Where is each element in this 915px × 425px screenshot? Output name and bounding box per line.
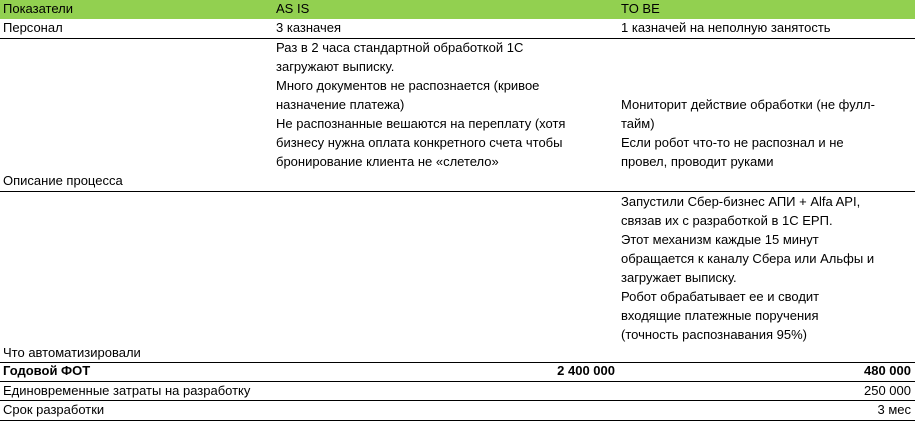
process-label: Описание процесса: [3, 173, 123, 188]
process-as-is-line: загружают выписку.: [276, 59, 395, 74]
process-to-be-line: Если робот что-то не распознал и не: [621, 135, 844, 150]
header-indicators: Показатели: [3, 1, 73, 16]
payroll-to-be: 480 000: [864, 363, 911, 378]
process-as-is-line: назначение платежа): [276, 97, 405, 112]
process-as-is-line: Много документов не распознается (кривое: [276, 78, 540, 93]
personnel-label: Персонал: [3, 20, 63, 35]
automated-to-be-line: обращается к каналу Сбера или Альфы и: [621, 251, 875, 266]
automated-to-be-line: Запустили Сбер-бизнес АПИ + Alfa API,: [621, 194, 861, 209]
personnel-to-be: 1 казначей на неполную занятость: [621, 20, 831, 35]
header-as-is: AS IS: [276, 1, 310, 16]
process-as-is-line: бронирование клиента не «слетело»: [276, 154, 499, 169]
process-to-be-line: Мониторит действие обработки (не фулл-: [621, 97, 875, 112]
process-to-be-line: тайм): [621, 116, 655, 131]
process-as-is-line: Раз в 2 часа стандартной обработкой 1С: [276, 40, 524, 55]
payroll-label: Годовой ФОТ: [3, 363, 91, 378]
automated-to-be-line: Этот механизм каждые 15 минут: [621, 232, 819, 247]
payroll-as-is: 2 400 000: [557, 363, 615, 378]
row-divider: [0, 191, 915, 192]
automated-to-be-line: Робот обрабатывает ее и сводит: [621, 289, 820, 304]
automated-to-be-line: загружает выписку.: [621, 270, 737, 285]
process-to-be-line: провел, проводит руками: [621, 154, 774, 169]
header-row: [0, 0, 915, 19]
automated-to-be-line: связав их с разработкой в 1С ЕРП.: [621, 213, 833, 228]
automated-to-be-line: входящие платежные поручения: [621, 308, 819, 323]
process-as-is-line: Не распознанные вешаются на переплату (хотя: [276, 116, 566, 131]
row-divider: [0, 362, 915, 363]
automated-label: Что автоматизировали: [3, 345, 141, 360]
row-divider: [0, 400, 915, 401]
process-as-is-line: бизнесу нужна оплата конкретного счета чтобы: [276, 135, 563, 150]
one-time-costs-label: Единовременные затраты на разработку: [3, 383, 251, 398]
automated-to-be-line: (точность распознавания 95%): [621, 327, 807, 342]
personnel-as-is: 3 казначея: [276, 20, 342, 35]
dev-period-label: Срок разработки: [3, 402, 105, 417]
dev-period-to-be: 3 мес: [877, 402, 911, 417]
row-divider: [0, 420, 915, 421]
one-time-costs-to-be: 250 000: [864, 383, 911, 398]
header-to-be: TO BE: [621, 1, 660, 16]
